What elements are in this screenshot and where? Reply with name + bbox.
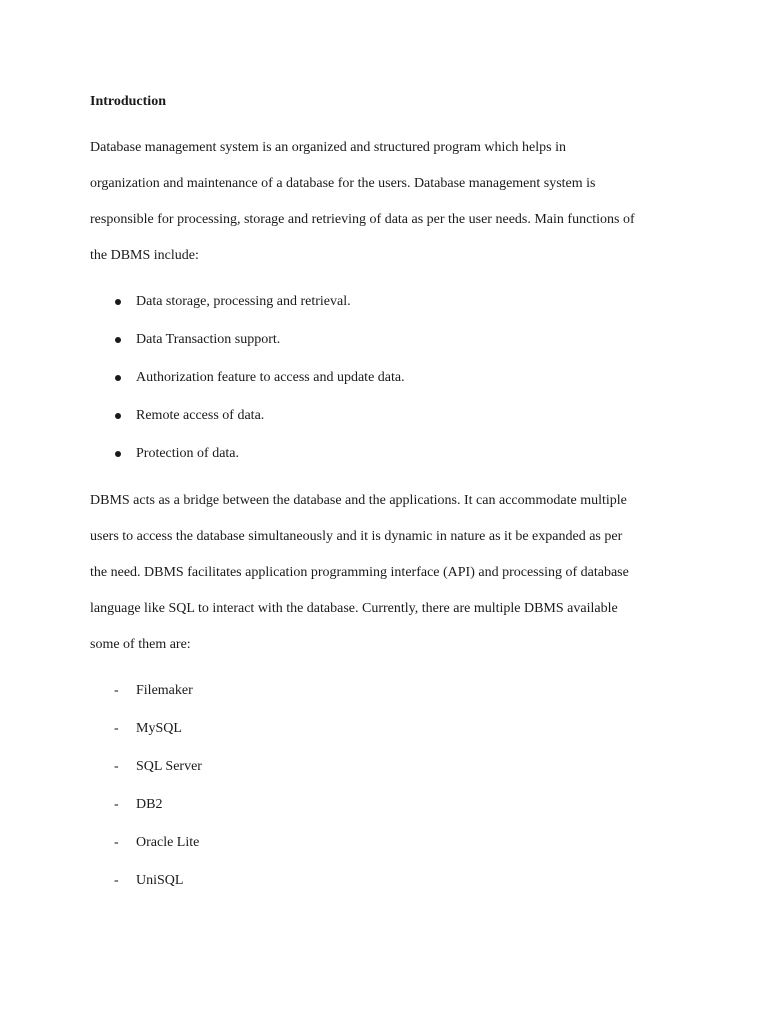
list-item-text: Authorization feature to access and update data.	[136, 370, 405, 385]
section-heading: Introduction	[90, 94, 166, 109]
dash-marker: -	[114, 835, 119, 850]
paragraph-2-line: users to access the database simultaneously and it is dynamic in nature as it be expanded as per	[90, 529, 623, 544]
document-page	[90, 0, 690, 1024]
dash-marker: -	[114, 759, 119, 774]
list-item-text: Data Transaction support.	[136, 332, 281, 347]
dash-marker: -	[114, 721, 119, 736]
dash-marker: -	[114, 797, 119, 812]
paragraph-2-line: language like SQL to interact with the database. Currently, there are multiple DBMS available	[90, 601, 618, 616]
bullet-icon	[115, 337, 121, 343]
paragraph-2-line: DBMS acts as a bridge between the database and the applications. It can accommodate multiple	[90, 493, 627, 508]
bullet-icon	[115, 375, 121, 381]
paragraph-1-line: Database management system is an organized and structured program which helps in	[90, 140, 566, 155]
list-item-text: SQL Server	[136, 759, 202, 774]
list-item-text: MySQL	[136, 721, 182, 736]
list-item-text: Filemaker	[136, 683, 193, 698]
paragraph-2-line: some of them are:	[90, 637, 191, 652]
paragraph-1-line: organization and maintenance of a database for the users. Database management system is	[90, 176, 596, 191]
list-item-text: UniSQL	[136, 873, 184, 888]
bullet-icon	[115, 451, 121, 457]
list-item-text: Remote access of data.	[136, 408, 265, 423]
list-item-text: Oracle Lite	[136, 835, 200, 850]
dash-marker: -	[114, 873, 119, 888]
paragraph-2-line: the need. DBMS facilitates application programming interface (API) and processing of database	[90, 565, 629, 580]
bullet-icon	[115, 299, 121, 305]
paragraph-1-line: the DBMS include:	[90, 248, 199, 263]
bullet-icon	[115, 413, 121, 419]
dash-marker: -	[114, 683, 119, 698]
paragraph-1-line: responsible for processing, storage and retrieving of data as per the user needs. Main functions of	[90, 212, 635, 227]
list-item-text: DB2	[136, 797, 163, 812]
list-item-text: Protection of data.	[136, 446, 240, 461]
list-item-text: Data storage, processing and retrieval.	[136, 294, 351, 309]
